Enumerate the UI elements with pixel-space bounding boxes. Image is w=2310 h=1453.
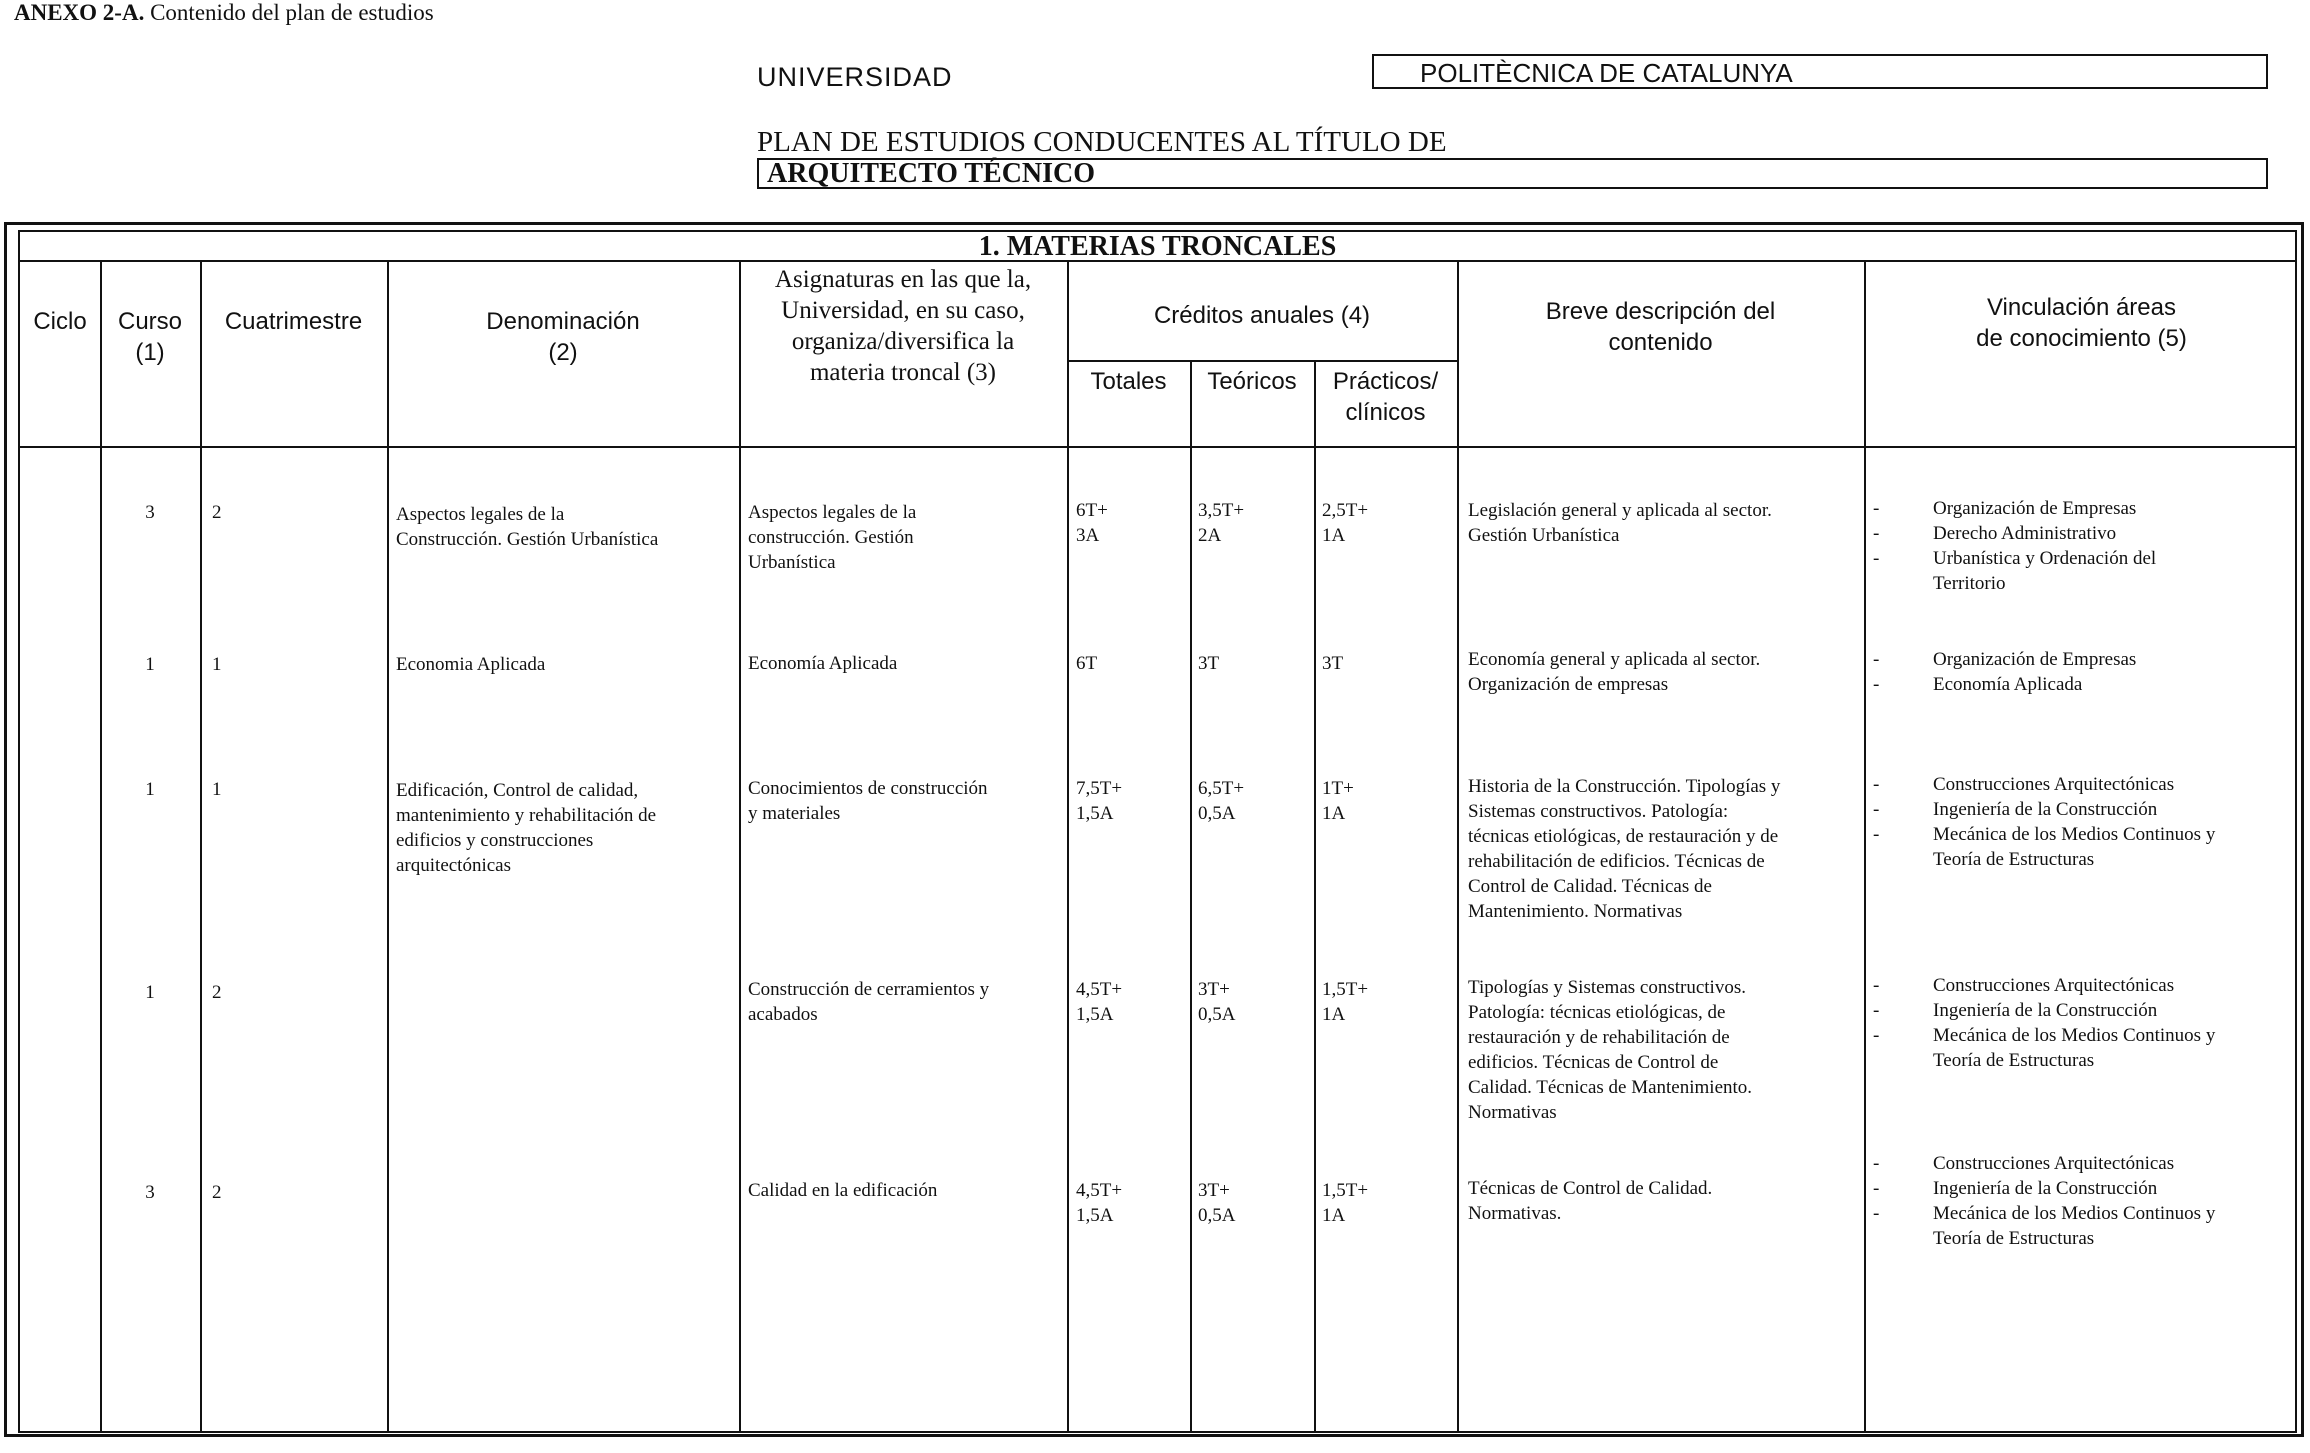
- curriculum-table: [4, 222, 2304, 1437]
- area-item: - Construcciones Arquitectónicas: [1873, 973, 2215, 998]
- header-curso: Curso (1): [117, 308, 183, 366]
- degree-title-box: ARQUITECTO TÉCNICO: [757, 158, 2268, 189]
- row-descripcion: Técnicas de Control de Calidad. Normativas.: [1468, 1178, 1713, 1224]
- header-bottom-line: [20, 446, 2295, 448]
- column-divider-ciclo: [100, 262, 102, 1431]
- university-name-box: POLITÈCNICA DE CATALUNYA: [1372, 54, 2268, 89]
- area-item: - Organización de Empresas: [1873, 496, 2156, 521]
- row-cuatrimestre: 1: [212, 654, 222, 675]
- row-cuatrimestre: 1: [212, 779, 222, 800]
- row-curso: 1: [145, 779, 155, 800]
- row-totales: 4,5T+ 1,5A: [1076, 1180, 1123, 1226]
- row-denominacion: Edificación, Control de calidad, mantenimiento y rehabilitación de edificios y construcciones arquitectónicas: [396, 780, 657, 876]
- row-denominacion: Economia Aplicada: [396, 654, 546, 675]
- row-teoricos: 3T: [1198, 653, 1220, 674]
- area-item: - Organización de Empresas: [1873, 647, 2136, 672]
- header-cuatrimestre: Cuatrimestre: [224, 308, 363, 335]
- row-areas: [1873, 647, 2136, 697]
- row-practicos: 3T: [1322, 653, 1344, 674]
- column-divider-descripcion: [1864, 262, 1866, 1431]
- row-descripcion: Economía general y aplicada al sector. Organización de empresas: [1468, 649, 1761, 695]
- row-areas: [1873, 1151, 2215, 1251]
- header-practicos: Prácticos/ clínicos: [1332, 368, 1439, 426]
- row-totales: 4,5T+ 1,5A: [1076, 979, 1123, 1025]
- plan-label: PLAN DE ESTUDIOS CONDUCENTES AL TÍTULO DE: [757, 126, 1447, 158]
- row-descripcion: Legislación general y aplicada al sector. Gestión Urbanística: [1468, 500, 1772, 546]
- header-denominacion: Denominación (2): [486, 308, 640, 366]
- row-asignatura: Construcción de cerramientos y acabados: [748, 979, 990, 1025]
- header-ciclo: Ciclo: [33, 308, 87, 335]
- area-item: - Urbanística y Ordenación del Territorio: [1873, 546, 2156, 596]
- annex-heading: [14, 0, 434, 26]
- column-divider-cuatrimestre: [387, 262, 389, 1431]
- row-descripcion: Tipologías y Sistemas constructivos. Patología: técnicas etiológicas, de restauración y de rehabilitación de edificios. Técnicas de Control de Calidad. Técnicas de Mantenimiento. Normativas: [1468, 977, 1753, 1123]
- row-asignatura: Economía Aplicada: [748, 653, 898, 674]
- area-item: - Mecánica de los Medios Continuos y Teoría de Estructuras: [1873, 1201, 2215, 1251]
- header-totales: Totales: [1090, 368, 1167, 395]
- table-banner: 1. MATERIAS TRONCALES: [20, 232, 2295, 262]
- row-asignatura: Aspectos legales de la construcción. Gestión Urbanística: [748, 502, 917, 573]
- annex-number: ANEXO 2-A.: [14, 0, 145, 25]
- row-totales: 6T: [1076, 653, 1098, 674]
- area-item: - Derecho Administrativo: [1873, 521, 2156, 546]
- row-cuatrimestre: 2: [212, 1182, 222, 1203]
- row-descripcion: Historia de la Construcción. Tipologías y Sistemas constructivos. Patología: técnicas etiológicas, de restauración y de rehabilitación de edificios. Técnicas de Control de Calidad. Técnicas de Mantenimiento. Normativas: [1468, 776, 1781, 922]
- column-divider-curso: [200, 262, 202, 1431]
- header-asignaturas: Asignaturas en las que la, Universidad, en su caso, organiza/diversifica la materia troncal (3): [774, 266, 1032, 386]
- university-label: UNIVERSIDAD: [757, 62, 953, 92]
- area-item: - Mecánica de los Medios Continuos y Teoría de Estructuras: [1873, 1023, 2215, 1073]
- row-teoricos: 6,5T+ 0,5A: [1198, 778, 1245, 824]
- row-curso: 3: [145, 1182, 155, 1203]
- row-areas: [1873, 772, 2215, 872]
- row-curso: 1: [145, 654, 155, 675]
- row-practicos: 1,5T+ 1A: [1322, 1180, 1369, 1226]
- row-totales: 6T+ 3A: [1076, 500, 1108, 546]
- row-practicos: 1T+ 1A: [1322, 778, 1354, 824]
- column-divider-asignaturas: [1067, 262, 1069, 1431]
- row-denominacion: Aspectos legales de la Construcción. Gestión Urbanística: [396, 504, 659, 550]
- row-asignatura: Calidad en la edificación: [748, 1180, 938, 1201]
- header-creditos: Créditos anuales (4): [1153, 302, 1371, 329]
- creditos-subheader-line: [1067, 360, 1457, 362]
- row-teoricos: 3,5T+ 2A: [1198, 500, 1245, 546]
- area-item: - Ingeniería de la Construcción: [1873, 1176, 2215, 1201]
- row-areas: [1873, 973, 2215, 1073]
- header-vinculacion: Vinculación áreas de conocimiento (5): [1976, 294, 2187, 352]
- header-descripcion: Breve descripción del contenido: [1545, 298, 1776, 356]
- column-divider-totales: [1190, 360, 1192, 1431]
- area-item: - Construcciones Arquitectónicas: [1873, 772, 2215, 797]
- row-areas: [1873, 496, 2156, 596]
- row-asignatura: Conocimientos de construcción y materiales: [748, 778, 988, 824]
- row-cuatrimestre: 2: [212, 982, 222, 1003]
- column-divider-denominacion: [739, 262, 741, 1431]
- row-curso: 3: [145, 502, 155, 523]
- area-item: - Economía Aplicada: [1873, 672, 2136, 697]
- curriculum-table-inner: [18, 230, 2297, 1433]
- area-item: - Construcciones Arquitectónicas: [1873, 1151, 2215, 1176]
- column-divider-creditos: [1457, 262, 1459, 1431]
- area-item: - Mecánica de los Medios Continuos y Teoría de Estructuras: [1873, 822, 2215, 872]
- annex-description: Contenido del plan de estudios: [150, 0, 434, 25]
- area-item: - Ingeniería de la Construcción: [1873, 998, 2215, 1023]
- row-totales: 7,5T+ 1,5A: [1076, 778, 1123, 824]
- row-practicos: 1,5T+ 1A: [1322, 979, 1369, 1025]
- row-curso: 1: [145, 982, 155, 1003]
- row-cuatrimestre: 2: [212, 502, 222, 523]
- row-teoricos: 3T+ 0,5A: [1198, 1180, 1236, 1226]
- area-item: - Ingeniería de la Construcción: [1873, 797, 2215, 822]
- column-divider-teoricos: [1314, 360, 1316, 1431]
- header-teoricos: Teóricos: [1207, 368, 1297, 395]
- row-practicos: 2,5T+ 1A: [1322, 500, 1369, 546]
- row-teoricos: 3T+ 0,5A: [1198, 979, 1236, 1025]
